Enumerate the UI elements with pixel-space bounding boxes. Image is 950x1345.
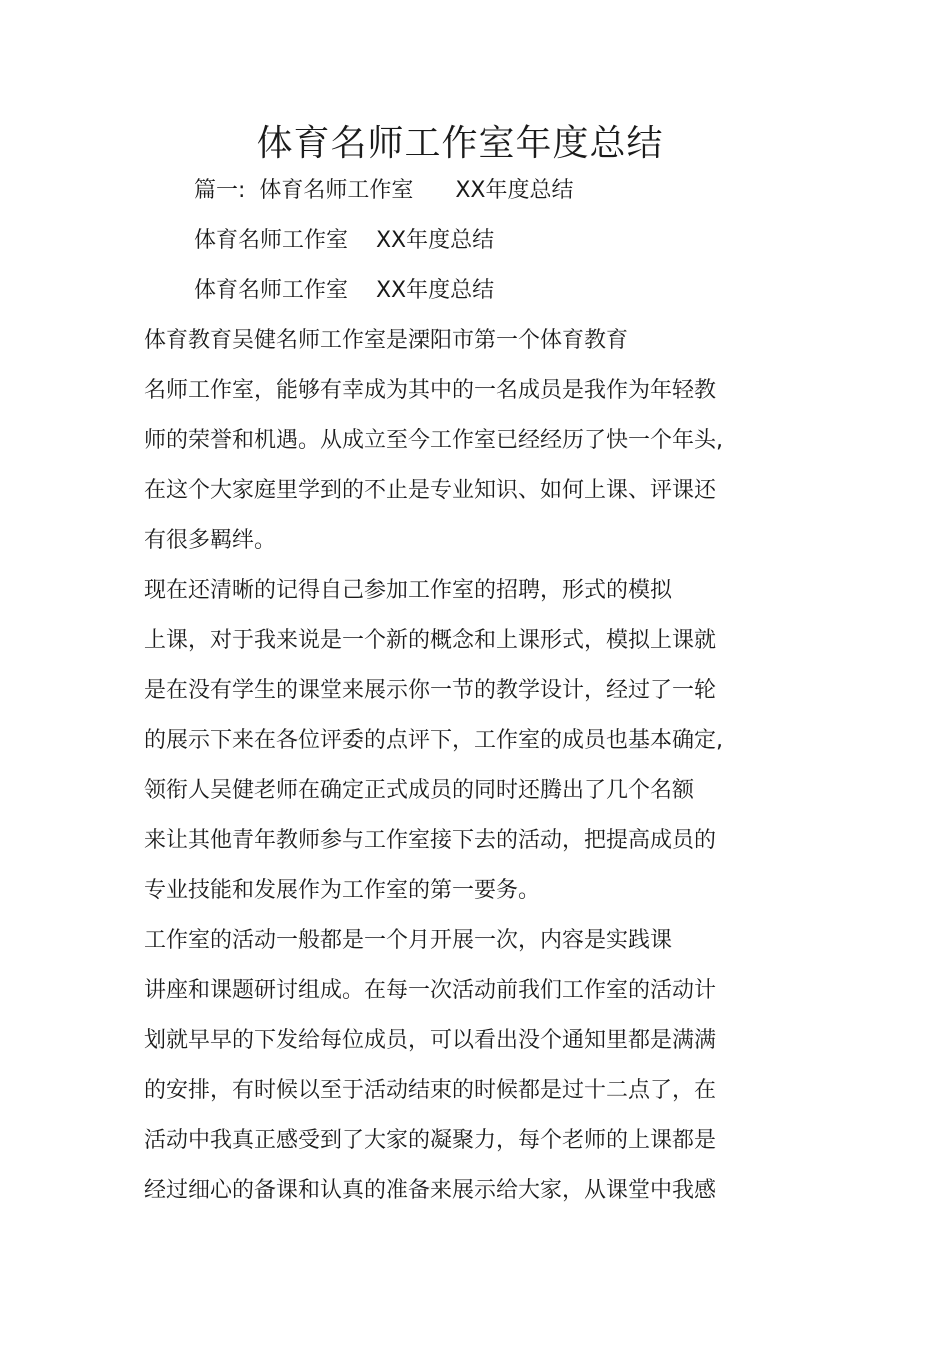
body-line-7: 上课，对于我来说是一个新的概念和上课形式，模拟上课就 bbox=[144, 628, 717, 653]
subheading-1: 篇一: 体育名师工作室 XX年度总结 bbox=[194, 178, 574, 203]
body-line-12: 专业技能和发展作为工作室的第一要务。 bbox=[144, 878, 541, 903]
body-line-16: 的安排，有时候以至于活动结束的时候都是过十二点了，在 bbox=[144, 1078, 717, 1103]
body-line-6: 现在还清晰的记得自己参加工作室的招聘，形式的模拟 bbox=[144, 578, 673, 603]
body-line-8: 是在没有学生的课堂来展示你一节的教学设计，经过了一轮 bbox=[144, 678, 717, 703]
body-line-1: 体育教育吴健名师工作室是溧阳市第一个体育教育 bbox=[144, 328, 629, 353]
body-line-11: 来让其他青年教师参与工作室接下去的活动，把提高成员的 bbox=[144, 828, 717, 853]
body-line-18: 经过细心的备课和认真的准备来展示给大家，从课堂中我感 bbox=[144, 1178, 717, 1203]
body-line-14: 讲座和课题研讨组成。在每一次活动前我们工作室的活动计 bbox=[144, 978, 717, 1003]
body-line-2: 名师工作室，能够有幸成为其中的一名成员是我作为年轻教 bbox=[144, 378, 717, 403]
subheading-2: 体育名师工作室 XX年度总结 bbox=[194, 228, 495, 253]
body-line-5: 有很多羁绊。 bbox=[144, 528, 277, 553]
body-line-10: 领衔人吴健老师在确定正式成员的同时还腾出了几个名额 bbox=[144, 778, 695, 803]
body-line-3: 师的荣誉和机遇。从成立至今工作室已经经历了快一个年头, bbox=[144, 428, 723, 453]
subheading-3: 体育名师工作室 XX年度总结 bbox=[194, 278, 495, 303]
body-line-17: 活动中我真正感受到了大家的凝聚力，每个老师的上课都是 bbox=[144, 1128, 717, 1153]
document-title: 体育名师工作室年度总结 bbox=[256, 123, 664, 164]
body-line-13: 工作室的活动一般都是一个月开展一次，内容是实践课 bbox=[144, 928, 673, 953]
body-line-9: 的展示下来在各位评委的点评下，工作室的成员也基本确定, bbox=[144, 728, 723, 753]
body-line-15: 划就早早的下发给每位成员，可以看出没个通知里都是满满 bbox=[144, 1028, 717, 1053]
body-line-4: 在这个大家庭里学到的不止是专业知识、如何上课、评课还 bbox=[144, 478, 717, 503]
